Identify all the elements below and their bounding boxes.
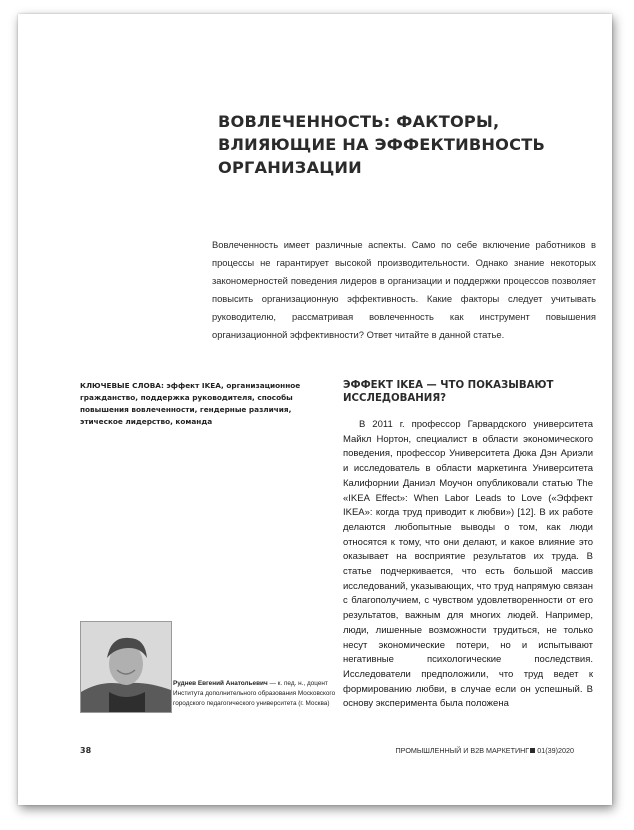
journal-issue: 01(39)2020 <box>537 746 574 755</box>
square-bullet-icon <box>530 748 535 753</box>
author-info <box>173 679 339 709</box>
section-heading: ЭФФЕКТ IKEA — ЧТО ПОКАЗЫВАЮТ ИССЛЕДОВАНИЯ? <box>343 380 554 404</box>
article-lead: Вовлеченность имеет различные аспекты. Само по себе включение работников в процессы не гарантирует высокой производительности. Однако знание некоторых закономерностей поведения лидеров в организации и поддержки процессов позволяет повысить организационную эффективность. Какие факторы следует учитывать руководителю, рассматривая вовлеченность как инструмент повышения организационной эффективности? Ответ читайте в данной статье. <box>212 239 596 340</box>
article-title: ВОВЛЕЧЕННОСТЬ: ФАКТОРЫ, ВЛИЯЮЩИЕ НА ЭФФЕКТИВНОСТЬ ОРГАНИЗАЦИИ <box>218 112 545 177</box>
author-photo <box>80 621 172 713</box>
journal-name: ПРОМЫШЛЕННЫЙ И B2B МАРКЕТИНГ <box>395 746 530 755</box>
body-paragraph: В 2011 г. профессор Гарвардского университета Майкл Нортон, специалист в области экономического поведения, профессор Университета Дюка Дэн Ариэли и исследователь в области маркетинга Университета Калифорнии Даниэл Моучон опубликовали статью The «IKEA Effect»: When Labor Leads to Love («Эффект IKEA»: когда труд приводит к любви») [12]. В их работе делаются любопытные выводы о том, как люди относятся к тому, что они делают, и какое влияние это оказывает на восприятие результатов их труда. В статье подчеркивается, что есть большой массив исследований, указывающих, что труд напрямую связан с благополучием, с чувством удовлетворенности от его результатов, важным для многих людей. Например, люди, лишенные возможности трудиться, не только несут экономические потери, но и испытывают негативные психологические последствия. Исследователи предположили, что труд ведет к формированию любви, в случае если он успешный. В основу эксперимента была положена <box>343 419 593 710</box>
journal-footer <box>396 746 574 755</box>
keywords-list: эффект IKEA, организационное гражданство, поддержка руководителя, способы повышения вовлеченности, гендерные различия, этическое лидерство, команда <box>80 381 301 426</box>
keywords-block <box>80 380 332 428</box>
article-body <box>343 418 593 712</box>
author-credentials: — к. пед. н., доцент Института дополнительного образования Московского городского педагогического университета (г. Москва) <box>173 680 336 707</box>
page-number: 38 <box>80 746 92 755</box>
author-portrait-icon <box>81 622 171 712</box>
keywords-label: КЛЮЧЕВЫЕ СЛОВА: <box>80 381 164 390</box>
magazine-page <box>18 14 612 805</box>
author-name: Руднев Евгений Анатольевич <box>173 680 268 687</box>
